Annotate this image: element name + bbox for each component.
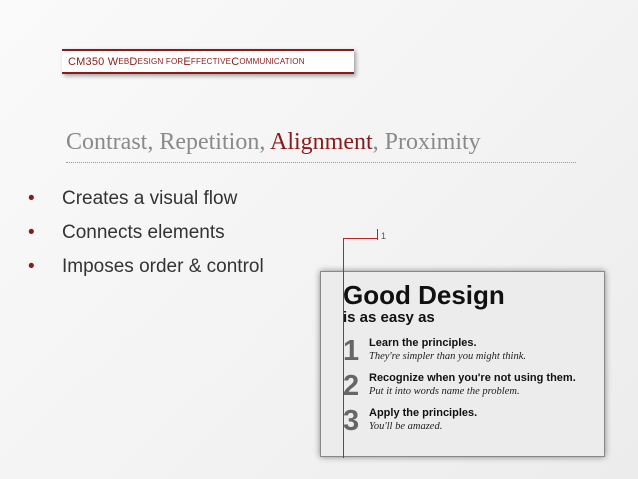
title-proximity: , Proximity [372, 129, 481, 155]
bullet-marker: • [28, 256, 35, 277]
course-code: CM350 W [68, 55, 119, 68]
bullet-marker: • [28, 188, 35, 209]
example-step [343, 370, 593, 406]
step-heading: Learn the principles. [369, 337, 477, 349]
step-number: 3 [343, 405, 360, 437]
alignment-guide-tick [377, 229, 378, 240]
bullet-item: • Connects elements [28, 222, 225, 243]
step-number: 2 [343, 370, 360, 402]
course-header: CM350 W EB D ESIGN FOR E FFECTIVE C OMMUNICATION [62, 49, 354, 74]
step-note: You'll be amazed. [369, 421, 443, 432]
step-heading: Apply the principles. [369, 407, 478, 419]
bullet-marker: • [28, 222, 35, 243]
bullet-item: • Creates a visual flow [28, 188, 238, 209]
example-title: Good Design [343, 280, 505, 310]
alignment-guide-label: 1 [381, 231, 387, 241]
step-heading: Recognize when you're not using them. [369, 372, 576, 384]
slide-title [66, 129, 576, 163]
alignment-guide-horizontal [343, 238, 378, 239]
title-alignment-active: Alignment [270, 129, 373, 155]
step-note: Put it into words name the problem. [369, 386, 520, 397]
example-step [343, 405, 593, 441]
example-step [343, 335, 593, 371]
bullet-list [22, 188, 312, 290]
title-contrast: Contrast, [66, 129, 160, 155]
bullet-item: • Imposes order & control [28, 256, 264, 277]
step-note: They're simpler than you might think. [369, 351, 527, 362]
step-number: 1 [343, 335, 360, 367]
example-subtitle: is as easy as [343, 309, 435, 326]
title-repetition: Repetition, [159, 129, 270, 155]
